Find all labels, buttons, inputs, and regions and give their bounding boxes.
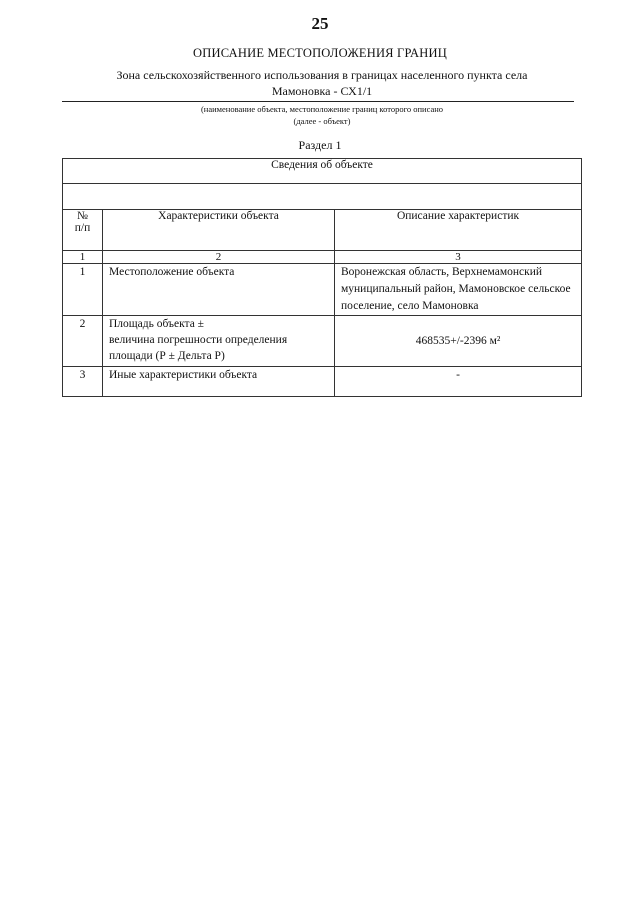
document-title: ОПИСАНИЕ МЕСТОПОЛОЖЕНИЯ ГРАНИЦ	[193, 46, 447, 60]
object-name: Зона сельскохозяйственного использования в границах населенного пункта села Мамоновка - СХ1/1	[116, 68, 528, 98]
column-number-row	[63, 251, 582, 264]
empty-cell	[63, 184, 582, 210]
row-description: Воронежская область, Верхнемамонский муниципальный район, Мамоновское сельское поселение, село Мамоновка	[335, 264, 582, 316]
table-header-row	[63, 210, 582, 251]
object-caption: (наименование объекта, местоположение границ которого описано (далее - объект)	[200, 104, 444, 126]
table-title: Сведения об объекте	[63, 159, 582, 184]
table-row	[63, 316, 582, 367]
header-characteristic: Характеристики объекта	[103, 210, 335, 251]
row-num: 1	[63, 264, 103, 316]
row-num: 2	[63, 316, 103, 367]
header-num: № п/п	[63, 210, 103, 251]
table-empty-row	[63, 184, 582, 210]
column-number-3: 3	[335, 251, 582, 264]
row-characteristic: Местоположение объекта	[103, 264, 335, 316]
object-name-underline	[62, 101, 574, 102]
object-info-table	[62, 158, 582, 397]
row-characteristic: Площадь объекта ± величина погрешности определения площади (Р ± Дельта Р)	[103, 316, 335, 367]
header-description: Описание характеристик	[335, 210, 582, 251]
row-description: 468535+/-2396 м²	[335, 316, 582, 367]
page-number: 25	[311, 14, 329, 33]
column-number-2: 2	[103, 251, 335, 264]
table-row	[63, 367, 582, 397]
table-row	[63, 264, 582, 316]
row-characteristic: Иные характеристики объекта	[103, 367, 335, 397]
section-label: Раздел 1	[298, 138, 342, 152]
table-title-row	[63, 159, 582, 184]
row-num: 3	[63, 367, 103, 397]
column-number-1: 1	[63, 251, 103, 264]
row-description: -	[335, 367, 582, 397]
